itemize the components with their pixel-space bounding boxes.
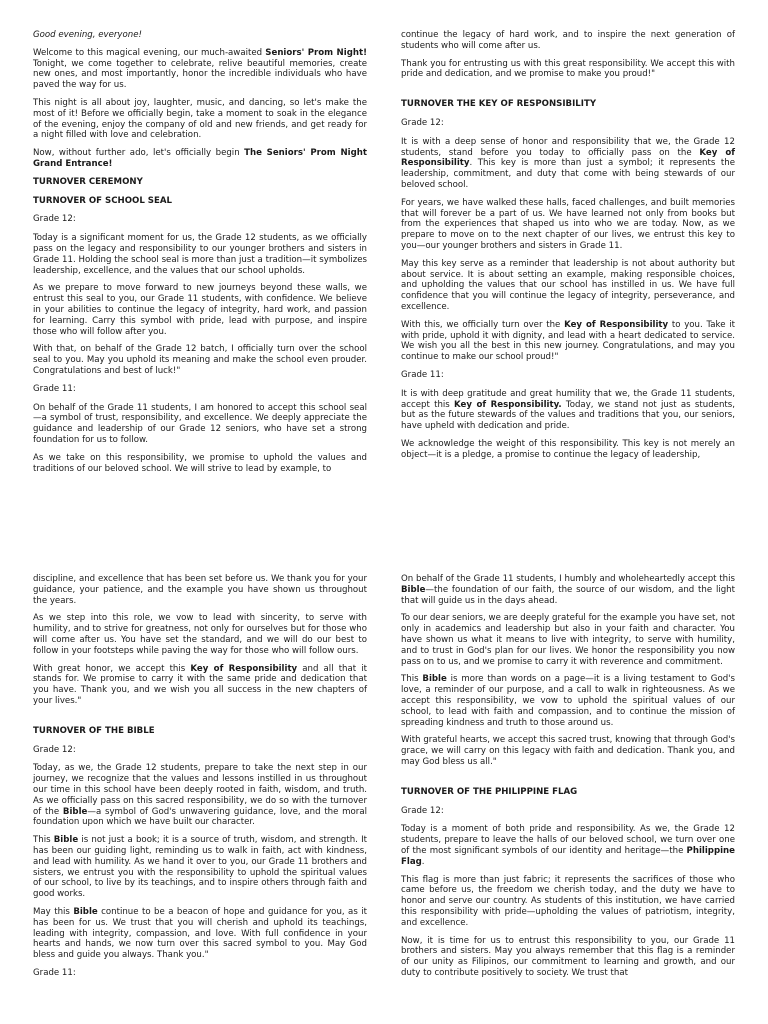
- paragraph: [33, 98, 367, 141]
- paragraph-text: May this: [33, 906, 74, 917]
- bold-term: Key of Responsibility.: [454, 399, 562, 410]
- paragraph-text: This flag is more than just fabric; it represents the sacrifices of those who came before us, the freedom we cherish today, and the duty we have to honor and serve our country. As students of this institution, we have carried this responsibility with pride—upholding the values of patriotism, integrity, and excellence.: [401, 874, 735, 928]
- bold-term: Key of Responsibility: [401, 147, 735, 169]
- paragraph-text: Today is a moment of both pride and responsibility. As we, the Grade 12 students, prepare to leave the halls of our beloved school, we turn over one of the most significant symbols of our identity and heritage—the: [401, 824, 735, 856]
- paragraph: [33, 835, 367, 900]
- paragraph: [401, 259, 735, 313]
- paragraph-text: It is with deep gratitude and great humility that we, the Grade 11 students, accept this: [401, 388, 735, 410]
- speaker-label: Grade 12:: [401, 117, 444, 128]
- section-heading: TURNOVER THE KEY OF RESPONSIBILITY: [401, 99, 597, 110]
- paragraph: [401, 389, 735, 432]
- paragraph-text-continued: to you. Take it with pride, uphold it with dignity, and lead with a heart dedicated to service. We wish you all the best in this new journey. Congratulations, and may you continue to make our school proud!": [401, 319, 735, 363]
- paragraph: [401, 875, 735, 929]
- paragraph-text: As we take on this responsibility, we promise to uphold the values and traditions of our beloved school. We will strive to lead by example, to: [33, 452, 367, 474]
- paragraph: [33, 907, 367, 961]
- paragraph: [401, 320, 735, 363]
- paragraph-text: With grateful hearts, we accept this sacred trust, knowing that through God's grace, we will carry on this legacy with faith and dedication. Thank you, and may God bless us all.": [401, 735, 735, 767]
- paragraph: [33, 30, 367, 41]
- paragraph-text: As we prepare to move forward to new journeys beyond these walls, we entrust this seal to you, our Grade 11 students, with confidence. We believe in your abilities to continue the legacy of integrity, hard work, and passion for learning. Carry this symbol with pride, lead with purpose, and inspire those who will follow after you.: [33, 283, 367, 337]
- bold-term: Bible: [422, 674, 447, 685]
- paragraph: [33, 763, 367, 828]
- paragraph: [33, 148, 367, 170]
- bold-term: Key of Responsibility: [564, 319, 669, 330]
- paragraph-text: discipline, and excellence that has been set before us. We thank you for your guidance, your patience, and the example you have shown us throughout the years.: [33, 574, 367, 606]
- bold-term: Bible: [73, 906, 98, 917]
- page-2-left-column: [33, 574, 367, 987]
- paragraph: [33, 344, 367, 376]
- paragraph: [401, 439, 735, 461]
- paragraph: [401, 674, 735, 728]
- bold-term: Philippine Flag: [401, 845, 735, 867]
- speaker-label: Grade 11:: [401, 369, 444, 380]
- paragraph-text-continued: continue to be a beacon of hope and guidance for you, as it has been for us. We trust that you will cherish and uphold its teachings, leading with integrity, compassion, and love. With full confidence in your hearts and hands, we now turn over this sacred symbol to you. May God bless and guide you always. Thank you.": [33, 906, 367, 961]
- section-spacer: [401, 775, 735, 787]
- paragraph: [33, 613, 367, 656]
- paragraph-text: With this, we officially turn over the: [401, 319, 565, 330]
- paragraph-text-continued: . This key is more than just a symbol; it represents the leadership, commitment, and duty that come with being stewards of our beloved school.: [401, 158, 735, 190]
- paragraph-text: On behalf of the Grade 11 students, I humbly and wholeheartedly accept this: [401, 574, 735, 584]
- paragraph-text: Today is a significant moment for us, the Grade 12 students, as we officially pass on the legacy and responsibility to our younger brothers and sisters in Grade 11. Holding the school seal is more than just a tradition—it symbolizes leadership, excellence, and the values that our school upholds.: [33, 233, 367, 276]
- speaker-label: Grade 11:: [33, 383, 76, 394]
- paragraph: [401, 613, 735, 667]
- paragraph-text-continued: —a symbol of God's unwavering guidance, love, and the moral foundation upon which we have built our character.: [33, 806, 367, 828]
- section-spacer: [33, 714, 367, 726]
- paragraph-text-continued: is more than words on a page—it is a living testament to God's love, a reminder of our purpose, and a call to walk in righteousness. As we accept this responsibility, we vow to uphold the spiritual values of our school, to lead with faith and compassion, and to continue the mission of spreading kindness and truth to those around us.: [401, 674, 735, 728]
- paragraph-text: With great honor, we accept this: [33, 663, 191, 674]
- paragraph-text: continue the legacy of hard work, and to inspire the next generation of students who will come after us.: [401, 30, 735, 51]
- paragraph-text: On behalf of the Grade 11 students, I am honored to accept this school seal—a symbol of trust, responsibility, and excellence. We deeply appreciate the guidance and leadership of our Grade 12 seniors, who have set a strong foundation for us to follow.: [33, 402, 367, 445]
- paragraph-text-continued: Today, we stand not just as students, but as the future stewards of the values and traditions that you, our seniors, have upheld with dedication and pride.: [401, 399, 735, 432]
- paragraph-text: As we step into this role, we vow to lead with sincerity, to serve with humility, and to strive for greatness, not only for ourselves but for those who will come after us. You have set the standard, and we will do our best to follow in your footsteps while paving the way for those who will follow ours.: [33, 613, 367, 656]
- paragraph-text: It is with a deep sense of honor and responsibility that we, the Grade 12 students, stand before you today to officially pass on the: [401, 136, 735, 158]
- paragraph-text: To our dear seniors, we are deeply grateful for the example you have set, not only in academics and leadership but also in your faith and character. You have shown us what it means to live with integrity, to serve with humility, and to trust in God's plan for our lives. We honor the responsibility you now pass on to us, and we promise to carry it with reverence and commitment.: [401, 613, 735, 667]
- document-page-2: [0, 512, 768, 1024]
- paragraph: [33, 233, 367, 276]
- bold-term: Seniors' Prom Night!: [265, 47, 367, 58]
- paragraph-text: Welcome to this magical evening, our much-awaited: [33, 47, 266, 58]
- bold-term: Key of Responsibility: [190, 663, 298, 674]
- section-heading: TURNOVER OF SCHOOL SEAL: [33, 195, 172, 206]
- section-spacer: [401, 87, 735, 99]
- speaker-label: Grade 11:: [33, 967, 76, 978]
- paragraph-text: This: [33, 835, 54, 846]
- paragraph-text-continued: is not just a book; it is a source of truth, wisdom, and strength. It has been our guiding light, reminding us to walk in faith, act with kindness, and lead with humility. As we hand it over to you, our Grade 11 brothers and sisters, we entrust you with the responsibility to uphold the spiritual values of our school, to live by its teachings, and to inspire others through faith and good works.: [33, 835, 367, 900]
- paragraph: [401, 59, 735, 81]
- paragraph-text: May this key serve as a reminder that leadership is not about authority but about service. It is about setting an example, making responsible choices, and upholding the values that our school has instilled in us. We have full confidence that you will continue the legacy of integrity, perseverance, and excellence.: [401, 258, 735, 312]
- paragraph-text-continued: and all that it stands for. We promise to carry it with the same pride and dedication that you have. Thank you, and we wish you all success in the new chapters of your lives.": [33, 663, 368, 706]
- paragraph: [401, 824, 735, 867]
- paragraph: [33, 574, 367, 606]
- page-1-left-column: [33, 30, 367, 481]
- bold-term: Bible: [53, 835, 79, 846]
- paragraph-text: Good evening, everyone!: [33, 30, 142, 40]
- paragraph-text: Thank you for entrusting us with this great responsibility. We accept this with pride and dedication, and we promise to make you proud!": [401, 58, 735, 80]
- section-heading: TURNOVER OF THE BIBLE: [33, 725, 155, 736]
- paragraph-text: Now, it is time for us to entrust this responsibility to you, our Grade 11 brothers and sisters. May you always remember that this flag is a reminder of our unity as Filipinos, our commitment to learning and growth, and our duty to contribute positively to society. We trust that: [401, 935, 735, 978]
- paragraph-text: We acknowledge the weight of this responsibility. This key is not merely an object—it is a pledge, a promise to continue the legacy of leadership,: [401, 438, 735, 460]
- speaker-label: Grade 12:: [33, 214, 76, 225]
- paragraph-text: With that, on behalf of the Grade 12 batch, I officially turn over the school seal to you. May you uphold its meaning and make the school even prouder. Congratulations and best of luck!": [33, 344, 367, 376]
- paragraph-text: For years, we have walked these halls, faced challenges, and built memories that will forever be a part of us. We have learned not only from books but from the experiences that shaped us into who we are today. Now, as we prepare to move on to the next chapter of our lives, we entrust this key to you—our younger brothers and sisters in Grade 11.: [401, 197, 735, 251]
- paragraph: [401, 574, 735, 606]
- paragraph: [33, 403, 367, 446]
- paragraph-text: This night is all about joy, laughter, music, and dancing, so let's make the most of it! Before we officially begin, take a moment to soak in the elegance of the evening, enjoy the company of old and new friends, and get ready for a night filled with love and celebration.: [33, 97, 367, 141]
- paragraph-text: Now, without further ado, let's officially begin: [33, 148, 245, 159]
- bold-term: Bible: [401, 584, 426, 595]
- paragraph: [401, 137, 735, 191]
- paragraph-text: Today, as we, the Grade 12 students, prepare to take the next step in our journey, we recognize that the values and lessons instilled in us throughout our time in this school have been deeply rooted in faith, wisdom, and truth. As we officially pass on this sacred responsibility, we do so with the turnover of the: [33, 763, 367, 817]
- paragraph: [401, 30, 735, 52]
- paragraph-text-continued: —the foundation of our faith, the source of our wisdom, and the light that will guide us in the days ahead.: [401, 584, 735, 606]
- paragraph: [33, 664, 367, 707]
- paragraph-text-continued: .: [421, 856, 425, 867]
- page-1-right-column: [401, 30, 735, 468]
- paragraph: [401, 198, 735, 252]
- paragraph: [33, 453, 367, 475]
- paragraph: [33, 283, 367, 337]
- paragraph: [33, 48, 367, 91]
- paragraph: [401, 735, 735, 767]
- bold-term: The Seniors' Prom Night Grand Entrance!: [33, 148, 368, 169]
- paragraph-text: This: [401, 674, 423, 685]
- speaker-label: Grade 12:: [33, 744, 76, 755]
- section-heading: TURNOVER OF THE PHILIPPINE FLAG: [401, 786, 578, 797]
- speaker-label: Grade 12:: [401, 805, 444, 816]
- paragraph-text-continued: Tonight, we come together to celebrate, relive beautiful memories, create new ones, and most importantly, honor the incredible individuals who have paved the way for us.: [33, 58, 367, 91]
- bold-term: Bible: [62, 806, 88, 817]
- paragraph: [401, 936, 735, 979]
- section-heading: TURNOVER CEREMONY: [33, 176, 143, 187]
- page-2-right-column: [401, 574, 735, 986]
